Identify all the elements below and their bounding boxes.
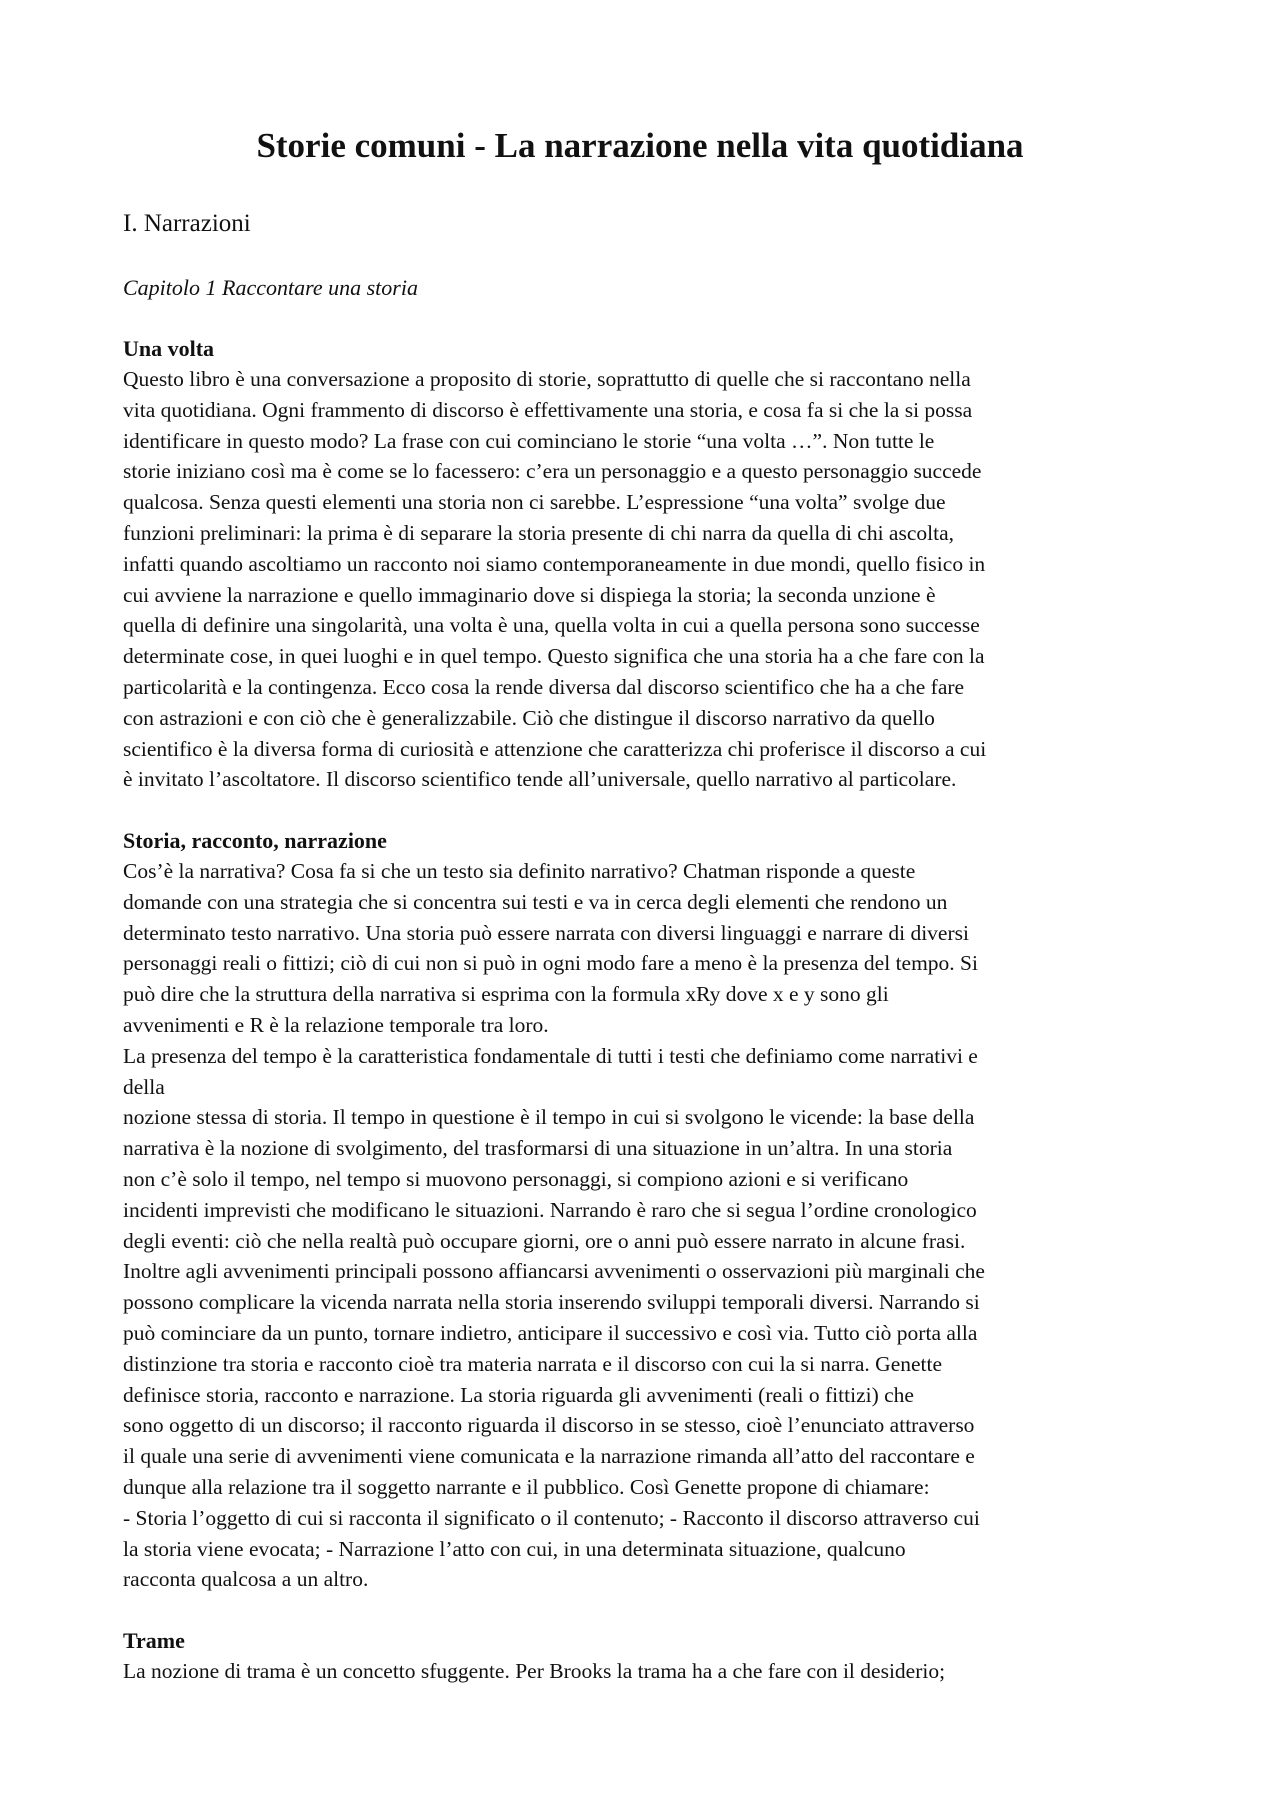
text-line: può dire che la struttura della narrativa si esprima con la formula xRy dove x e y sono gli [123,982,889,1007]
text-line: con astrazioni e con ciò che è generalizzabile. Ciò che distingue il discorso narrativo da quello [123,705,935,730]
text-line: non c’è solo il tempo, nel tempo si muovono personaggi, si compiono azioni e si verificano [123,1166,909,1191]
text-line: La presenza del tempo è la caratteristica fondamentale di tutti i testi che definiamo come narrativi e [123,1043,978,1068]
text-line: determinato testo narrativo. Una storia può essere narrata con diversi linguaggi e narrare di diversi [123,920,969,945]
text-line: quella di definire una singolarità, una volta è una, quella volta in cui a quella persona sono successe [123,613,980,638]
section-heading: Trame [123,1628,185,1653]
text-line: il quale una serie di avvenimenti viene comunicata e la narrazione rimanda all’atto del raccontare e [123,1444,975,1469]
text-line: la storia viene evocata; - Narrazione l’atto con cui, in una determinata situazione, qualcuno [123,1536,906,1561]
document-title: Storie comuni - La narrazione nella vita quotidiana [256,126,1024,165]
text-line: La nozione di trama è un concetto sfuggente. Per Brooks la trama ha a che fare con il desiderio; [123,1659,946,1683]
section-una-volta [123,333,1183,795]
text-line: identificare in questo modo? La frase con cui cominciano le storie “una volta …”. Non tutte le [123,428,935,453]
text-line: particolarità e la contingenza. Ecco cosa la rende diversa dal discorso scientifico che ha a che fare [123,674,965,699]
text-line: vita quotidiana. Ogni frammento di discorso è effettivamente una storia, e cosa fa si che la si possa [123,397,973,422]
text-line: - Storia l’oggetto di cui si racconta il significato o il contenuto; - Racconto il discorso attraverso cui [123,1505,980,1530]
text-line: narrativa è la nozione di svolgimento, del trasformarsi di una situazione in un’altra. In una storia [123,1136,953,1161]
text-line: avvenimenti e R è la relazione temporale tra loro. [123,1012,549,1037]
text-line: personaggi reali o fittizi; ciò di cui non si può in ogni modo fare a meno è la presenza del tempo. Si [123,951,978,976]
text-line: determinate cose, in quei luoghi e in quel tempo. Questo significa che una storia ha a che fare con la [123,644,985,669]
part-heading: I. Narrazioni [123,210,251,237]
text-line: Cos’è la narrativa? Cosa fa si che un testo sia definito narrativo? Chatman risponde a queste [123,859,916,883]
text-line: funzioni preliminari: la prima è di separare la storia presente di chi narra da quella di chi ascolta, [123,520,954,545]
text-line: degli eventi: ciò che nella realtà può occupare giorni, ore o anni può essere narrato in alcune frasi. [123,1228,966,1253]
section-body [123,856,1183,1595]
text-line: Inoltre agli avvenimenti principali possono affiancarsi avvenimenti o osservazioni più marginali che [123,1259,985,1284]
section-storia-racconto-narrazione [123,825,1183,1595]
text-line: della [123,1074,165,1099]
text-line: incidenti imprevisti che modificano le situazioni. Narrando è raro che si segua l’ordine cronologico [123,1197,977,1222]
section-body [123,364,1183,795]
text-line: storie iniziano così ma è come se lo facessero: c’era un personaggio e a questo personaggio succede [123,459,982,484]
text-line: qualcosa. Senza questi elementi una storia non ci sarebbe. L’espressione “una volta” svolge due [123,490,946,515]
text-line: può cominciare da un punto, tornare indietro, anticipare il successivo e così via. Tutto ciò porta alla [123,1320,978,1345]
section-body [123,1656,1183,1687]
section-heading: Una volta [123,336,215,361]
text-line: definisce storia, racconto e narrazione. La storia riguarda gli avvenimenti (reali o fittizi) che [123,1382,914,1407]
text-line: dunque alla relazione tra il soggetto narrante e il pubblico. Così Genette propone di chiamare: [123,1474,930,1499]
section-heading: Storia, racconto, narrazione [123,828,387,853]
text-line: sono oggetto di un discorso; il racconto riguarda il discorso in se stesso, cioè l’enunciato attraverso [123,1413,975,1438]
text-line: possono complicare la vicenda narrata nella storia inserendo sviluppi temporali diversi. Narrando si [123,1290,980,1315]
text-line: infatti quando ascoltiamo un racconto noi siamo contemporaneamente in due mondi, quello fisico in [123,551,986,576]
text-line: nozione stessa di storia. Il tempo in questione è il tempo in cui si svolgono le vicende: la base della [123,1105,975,1130]
chapter-heading: Capitolo 1 Raccontare una storia [123,275,418,300]
text-line: domande con una strategia che si concentra sui testi e va in cerca degli elementi che rendono un [123,889,948,914]
text-line: racconta qualcosa a un altro. [123,1567,369,1592]
text-line: distinzione tra storia e racconto cioè tra materia narrata e il discorso con cui la si narra. Genette [123,1351,943,1376]
section-trame [123,1625,1183,1687]
text-line: è invitato l’ascoltatore. Il discorso scientifico tende all’universale, quello narrativo al particolare. [123,767,957,792]
text-line: cui avviene la narrazione e quello immaginario dove si dispiega la storia; la seconda unzione è [123,582,936,607]
text-line: scientifico è la diversa forma di curiosità e attenzione che caratterizza chi proferisce il discorso a cui [123,736,987,761]
text-line: Questo libro è una conversazione a proposito di storie, soprattutto di quelle che si raccontano nella [123,367,971,391]
